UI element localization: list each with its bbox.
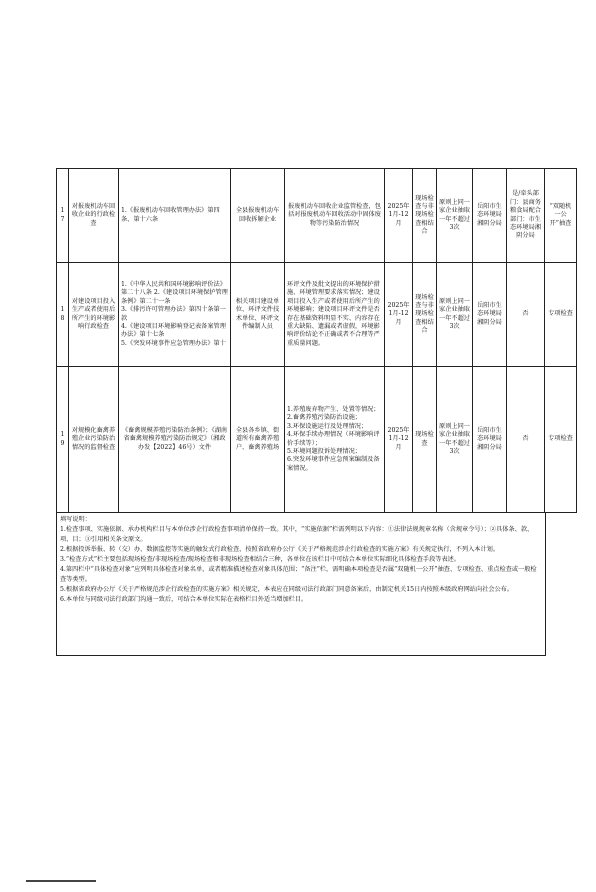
inspection-frequency: 原则上同一家企业抽取一年不超过3次: [437, 367, 473, 513]
row-number: 18: [57, 263, 69, 367]
joint-inspection: 否: [507, 367, 545, 513]
inspection-period: 2025年1月-12月: [385, 367, 413, 513]
inspection-item: 对规模化畜禽养殖企业污染防治情况的监督检查: [69, 367, 119, 513]
inspection-method: 现场检查: [413, 367, 437, 513]
instructions-title: 填写说明：: [60, 516, 91, 523]
legal-basis: 《畜禽规模养殖污染防治条例》；《湖南省畜禽规模养殖污染防治规定》（湘政办发【2022】46号）文件: [119, 367, 231, 513]
table-row: [57, 169, 577, 263]
basis-line: 3.《排污许可管理办法》第四十条第一款: [121, 306, 226, 322]
instruction-line: 2.根据投诉举报、转（交）办、数据监控等实施的触发式行政检查，按照省政府办公厅《关于严格规范涉企行政检查的实施方案》有关规定执行，不列入本计划。: [60, 545, 500, 553]
inspection-object: 全县各乡镇、街道所有畜禽养殖户、畜禽养殖场: [231, 367, 285, 513]
content-line: 5.环境问题投诉处理情况；: [287, 447, 361, 455]
legal-basis: [119, 263, 231, 367]
row-number: 17: [57, 169, 69, 263]
inspection-frequency: 原则上同一家企业抽取一年不超过3次: [437, 263, 473, 367]
content-line: 6.突发环境事件应急预案编制及备案情况。: [287, 456, 380, 472]
instruction-line: 1.检查事项、实施依据、承办机构栏目与本单位涉企行政检查事项清单保持一致。其中，“实施依据”栏需列明以下内容：①法律法规规章名称（含规章令号）；②具体条、款、项、目；③引用相关条文原文。: [60, 526, 534, 543]
scan-edge-mark: [26, 880, 96, 882]
instruction-line: 5.根据省政府办公厅《关于严格规范涉企行政检查的实施方案》相关规定，本表应在同级司法行政部门同意备案后，由制定机关15日内按照本级政府网站向社会公布。: [60, 586, 514, 594]
inspection-item: 对建设项目投入生产或者使用后所产生的环境影响行政检查: [69, 263, 119, 367]
inspection-frequency: 原则上同一家企业抽取一年不超过3次: [437, 169, 473, 263]
basis-line: 4.《建设项目环境影响登记表备案管理办法》第十七条: [121, 322, 226, 339]
remark: 专项检查: [545, 367, 577, 513]
content-line: 1.养殖废弃物产生、处置等情况；: [287, 406, 380, 414]
instruction-line: 3.“检查方式”栏主要包括现场检查/非现场检查/现场检查和非现场检查相结合三种，各单位在该栏目中可结合本单位实际细化具体检查手段等表述。: [60, 556, 461, 564]
inspection-period: 2025年1月-12月: [385, 169, 413, 263]
filling-instructions: [56, 512, 546, 656]
remark: “双随机一公开”抽查: [545, 169, 577, 263]
instruction-line: 4.第四栏中“具体检查对象”应列明具体检查对象名单，或者精准描述检查对象具体范围；“备注”栏，需明确本项检查是否属“双随机一公开”抽查、专项检查、重点检查或一般检查等类型。: [60, 566, 537, 583]
basis-line: 5.《突发环境事件应急管理办法》第十: [121, 339, 226, 347]
inspection-content: 环评文件及批文提出的环境保护措施、环境管理要求落实情况；建设项目投入生产或者使用后所产生的环境影响；建设项目环评文件是否存在基础资料明显不实、内容存在重大缺陷、遗漏或者虚假，环境影响评价结论不正确或者不合理等严重质量问题。: [285, 263, 385, 367]
inspection-content: 报废机动车回收企业监管检查，包括对报废机动车回收活动中固体废物等污染防治情况: [285, 169, 385, 263]
implementing-department: 岳阳市生态环境局湘阴分局: [473, 263, 507, 367]
remark: 专项检查: [545, 263, 577, 367]
table-row: [57, 367, 577, 513]
table-row: [57, 263, 577, 367]
inspection-period: 2025年1月-12月: [385, 263, 413, 367]
inspection-item: 对报废机动车回收企业的行政检查: [69, 169, 119, 263]
content-line: 3.环保设施运行及处理情况；: [287, 422, 368, 430]
basis-line: 1.《中华人民共和国环境影响评价法》第二十八条 2.《建设项目环境保护管理条例》第二十一条: [121, 281, 228, 305]
joint-inspection: 是/牵头部门：县商务粮食局配合部门：市生态环境局湘阴分局: [507, 169, 545, 263]
joint-inspection: 否: [507, 263, 545, 367]
inspection-object: 全县报废机动车回收拆解企业: [231, 169, 285, 263]
inspection-content: [285, 367, 385, 513]
row-number: 19: [57, 367, 69, 513]
inspection-method: 现场检查与非现场检查相结合: [413, 169, 437, 263]
instruction-line: 6.本单位与同级司法行政部门沟通一致后，可结合本单位实际在表格栏目外适当增加栏目。: [60, 596, 308, 604]
inspection-plan-table: [56, 168, 577, 513]
inspection-method: 现场检查与非现场检查相结合: [413, 263, 437, 367]
legal-basis: 1.《报废机动车回收管理办法》第四条、第十六条: [119, 169, 231, 263]
content-line: 2.畜禽养殖污染防治设施；: [287, 414, 361, 422]
implementing-department: 岳阳市生态环境局湘阴分局: [473, 169, 507, 263]
implementing-department: 岳阳市生态环境局湘阴分局: [473, 367, 507, 513]
content-line: 4.环保手续办理情况（环境影响评价手续等）；: [287, 431, 380, 447]
inspection-object: 相关项目建设单位、环评文件技术单位、环评文件编制人员: [231, 263, 285, 367]
